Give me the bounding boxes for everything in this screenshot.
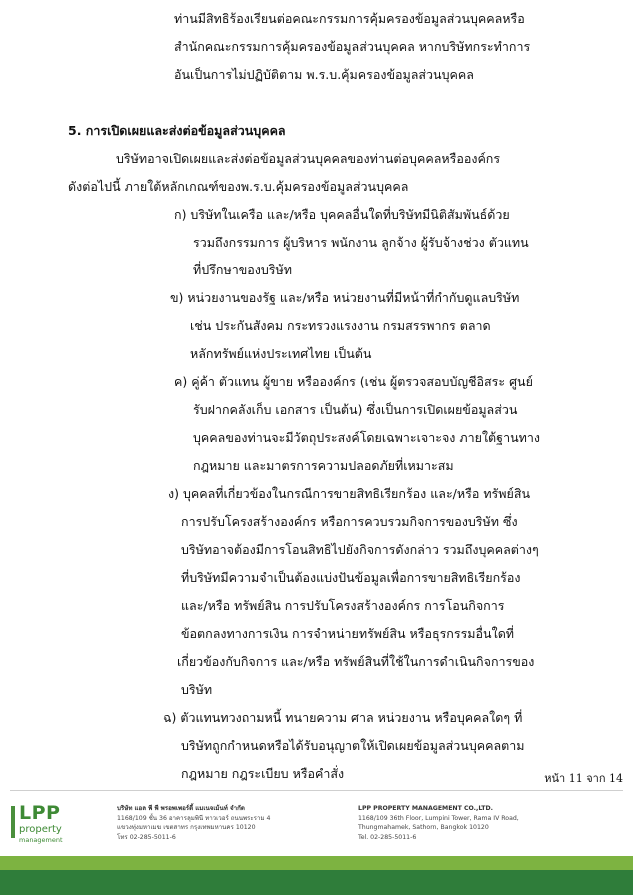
list-item-line: เช่น ประกันสังคม กระทรวงแรงงาน กรมสรรพากร ตลาด — [190, 318, 491, 333]
body-line: ท่านมีสิทธิร้องเรียนต่อคณะกรรมการคุ้มครองข้อมูลส่วนบุคคลหรือ — [174, 11, 525, 26]
list-item-line: ง) บุคคลที่เกี่ยวข้องในกรณีการขายสิทธิเรียกร้อง และ/หรือ ทรัพย์สิน — [168, 486, 531, 501]
thai-company-name: บริษัท แอล พี พี พรอพเพอร์ตี้ แมเนจเม้นท์ จำกัด — [117, 805, 245, 812]
intro-line: บริษัทอาจเปิดเผยและส่งต่อข้อมูลส่วนบุคคลของท่านต่อบุคคลหรือองค์กร — [116, 151, 501, 166]
thai-phone: โทร 02-285-5011-6 — [117, 833, 176, 841]
logo-management-text: management — [19, 836, 63, 844]
list-item-line: ฉ) ตัวแทนทวงถามหนี้ ทนายความ ศาล หน่วยงาน หรือบุคคลใดๆ ที่ — [163, 710, 523, 725]
thai-address — [117, 804, 270, 842]
intro-line: ดังต่อไปนี้ ภายใต้หลักเกณฑ์ของพ.ร.บ.คุ้มครองข้อมูลส่วนบุคคล — [68, 179, 409, 194]
list-item-line: บริษัท — [181, 682, 213, 697]
body-line: อันเป็นการไม่ปฏิบัติตาม พ.ร.บ.คุ้มครองข้อมูลส่วนบุคคล — [174, 67, 474, 82]
footer-band-dark — [0, 870, 633, 895]
list-item-line: รับฝากคลังเก็บ เอกสาร เป็นต้น) ซึ่งเป็นการเปิดเผยข้อมูลส่วน — [193, 402, 518, 417]
logo-lpp-text: LPP — [19, 802, 61, 824]
english-address — [358, 804, 519, 842]
eng-address-line: 1168/109 36th Floor, Lumpini Tower, Rama IV Road, — [358, 814, 519, 822]
page-number: หน้า 11 จาก 14 — [544, 772, 623, 785]
list-item-line: รวมถึงกรรมการ ผู้บริหาร พนักงาน ลูกจ้าง ผู้รับจ้างช่วง ตัวแทน — [193, 235, 529, 250]
eng-phone: Tel. 02-285-5011-6 — [358, 833, 417, 841]
thai-address-line: 1168/109 ชั้น 36 อาคารลุมพินี ทาวเวอร์ ถนนพระราม 4 — [117, 814, 271, 822]
list-item-line: เกี่ยวข้องกับกิจการ และ/หรือ ทรัพย์สินที่ใช้ในการดำเนินกิจการของ — [177, 654, 535, 669]
list-item-line: กฎหมาย และมาตรการความปลอดภัยที่เหมาะสม — [193, 458, 454, 473]
logo-property-text: property — [19, 824, 62, 835]
list-item-line: บุคคลของท่านจะมีวัตถุประสงค์โดยเฉพาะเจาะจง ภายใต้ฐานทาง — [193, 430, 540, 445]
footer-band-light — [0, 856, 633, 870]
list-item-line: การปรับโครงสร้างองค์กร หรือการควบรวมกิจการของบริษัท ซึ่ง — [181, 514, 518, 529]
list-item-line: บริษัทถูกกำหนดหรือได้รับอนุญาตให้เปิดเผยข้อมูลส่วนบุคคลตาม — [181, 738, 525, 753]
list-item-line: ค) คู่ค้า ตัวแทน ผู้ขาย หรือองค์กร (เช่น ผู้ตรวจสอบบัญชีอิสระ ศูนย์ — [174, 374, 533, 389]
list-item-line: ที่ปรึกษาของบริษัท — [193, 262, 292, 277]
section-heading: 5. การเปิดเผยและส่งต่อข้อมูลส่วนบุคคล — [68, 123, 286, 138]
list-item-line: และ/หรือ ทรัพย์สิน การปรับโครงสร้างองค์กร การโอนกิจการ — [181, 598, 505, 613]
list-item-line: ข้อตกลงทางการเงิน การจำหน่ายทรัพย์สิน หรือธุรกรรมอื่นใดที่ — [181, 626, 515, 641]
eng-address-line: Thungmahamek, Sathorn, Bangkok 10120 — [358, 824, 489, 831]
list-item-line: ก) บริษัทในเครือ และ/หรือ บุคคลอื่นใดที่บริษัทมีนิติสัมพันธ์ด้วย — [174, 207, 510, 222]
list-item-line: หลักทรัพย์แห่งประเทศไทย เป็นต้น — [190, 346, 372, 361]
footer-divider — [10, 790, 623, 791]
list-item-line: ข) หน่วยงานของรัฐ และ/หรือ หน่วยงานที่มีหน้าที่กำกับดูแลบริษัท — [170, 290, 520, 305]
body-line: สำนักคณะกรรมการคุ้มครองข้อมูลส่วนบุคคล หากบริษัทกระทำการ — [174, 39, 531, 54]
logo-bar-icon — [11, 806, 15, 838]
list-item-line: ที่บริษัทมีความจำเป็นต้องแบ่งปันข้อมูลเพื่อการขายสิทธิเรียกร้อง — [181, 570, 521, 585]
list-item-line: กฎหมาย กฎระเบียบ หรือคำสั่ง — [181, 766, 345, 781]
list-item-line: บริษัทอาจต้องมีการโอนสิทธิไปยังกิจการดังกล่าว รวมถึงบุคคลต่างๆ — [181, 542, 539, 557]
thai-address-line: แขวงทุ่งมหาเมฆ เขตสาทร กรุงเทพมหานคร 10120 — [117, 824, 256, 831]
eng-company-name: LPP PROPERTY MANAGEMENT CO.,LTD. — [358, 805, 493, 812]
